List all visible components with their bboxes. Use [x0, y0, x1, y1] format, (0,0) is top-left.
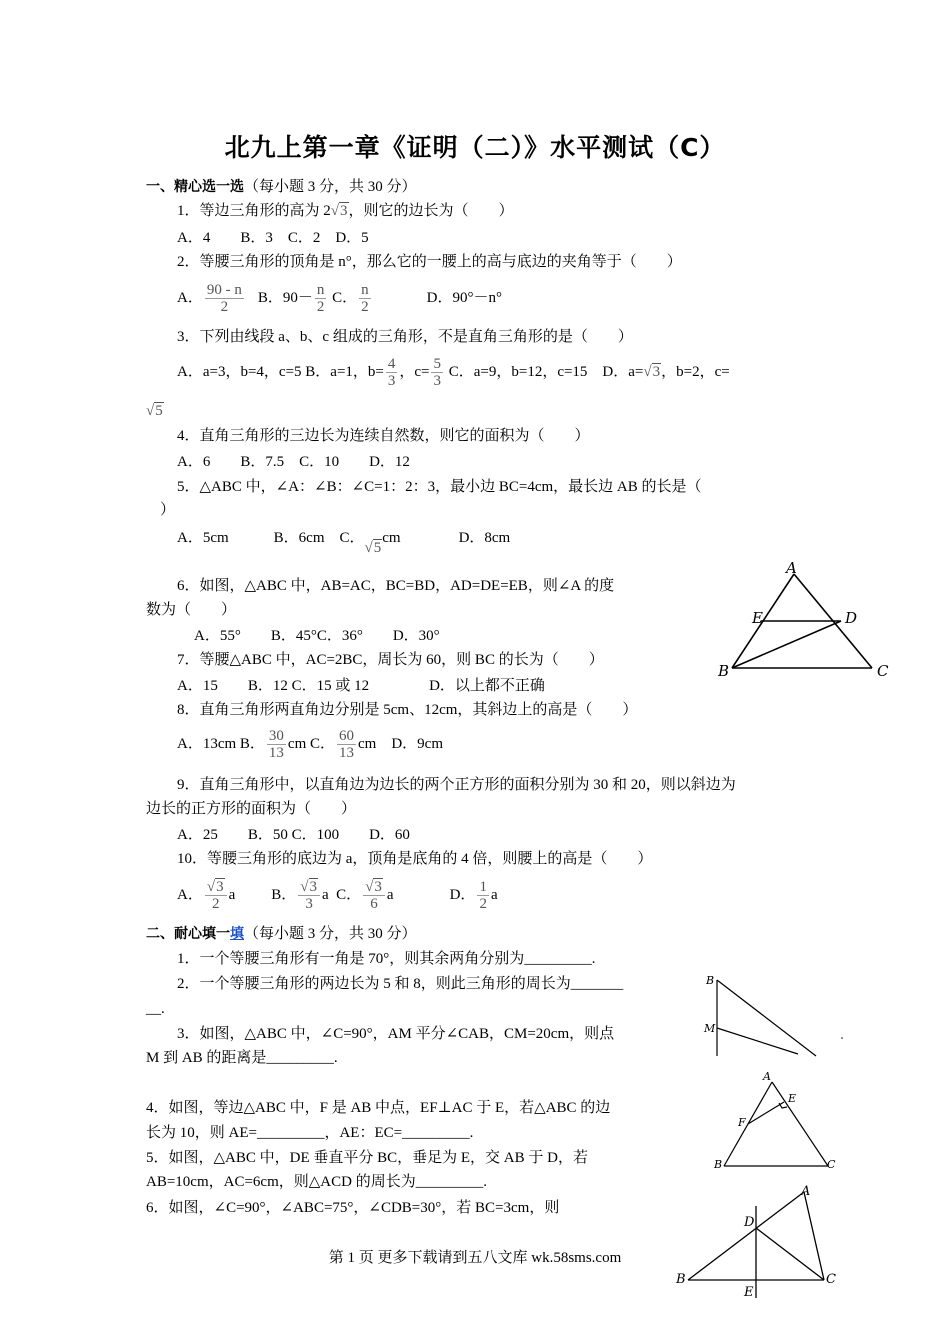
- q5-options: A．5cm B．6cm C．√5cm D．8cm: [177, 530, 511, 556]
- label-D: D: [845, 609, 858, 627]
- label-E: E: [744, 1285, 754, 1300]
- figure-f4-triangle: [708, 1068, 842, 1168]
- q5-stem: 5．△ABC 中，∠A：∠B：∠C=1：2：3，最小边 BC=4cm，最长边 AB 的长是（: [177, 479, 702, 495]
- section1-heading: 一、精心选一选（每小题 3 分，共 30 分）: [146, 179, 417, 195]
- f5-stem: 5．如图，△ABC 中，DE 垂直平分 BC，垂足为 E，交 AB 于 D，若: [146, 1150, 588, 1166]
- label-A: A: [763, 1070, 771, 1083]
- q2-stem: 2．等腰三角形的顶角是 n°，那么它的一腰上的高与底边的夹角等于（ ）: [177, 254, 682, 270]
- q10-options: A． $\frac{√3}{2}$ a B． $\frac{√3}{3}$ a C． $\frac{√3}{6}$ a D． $\frac{1}{2}$ a: [177, 879, 498, 913]
- label-M: M: [704, 1022, 716, 1035]
- figure-f5-triangle: [674, 1182, 850, 1300]
- f3-stem: 3．如图，△ABC 中，∠C=90°，AM 平分∠CAB，CM=20cm，则点: [177, 1026, 615, 1042]
- label-A: A: [801, 1184, 811, 1199]
- label-C: C: [827, 1158, 836, 1168]
- page-footer: 第 1 页 更多下载请到五八文库 wk.58sms.com: [328, 1250, 622, 1266]
- label-B: B: [714, 1158, 723, 1168]
- fill-link[interactable]: 填: [230, 926, 244, 942]
- label-B: B: [718, 662, 730, 680]
- q3-options-cont: √5: [146, 403, 163, 419]
- q1-options: A．4 B．3 C．2 D．5: [177, 230, 369, 246]
- q6-stem-cont: 数为（ ）: [146, 602, 237, 618]
- f1-stem: 1．一个等腰三角形有一角是 70°，则其余两角分别为_________.: [177, 951, 596, 967]
- label-E: E: [788, 1092, 797, 1105]
- q8-stem: 8．直角三角形两直角边分别是 5cm、12cm，其斜边上的高是（ ）: [177, 702, 638, 718]
- q10-stem: 10．等腰三角形的底边为 a，顶角是底角的 4 倍，则腰上的高是（ ）: [177, 851, 653, 867]
- label-C: C: [877, 662, 889, 680]
- q9-stem-cont: 边长的正方形的面积为（ ）: [146, 801, 357, 817]
- f3-stem-cont: M 到 AB 的距离是_________.: [146, 1050, 338, 1066]
- q8-options: A．13cm B． $\frac{30}{13}$ cm C． $\frac{60}{13}$ cm D．9cm: [177, 728, 443, 762]
- label-B: B: [676, 1272, 686, 1287]
- label-E: E: [752, 609, 763, 627]
- f6-stem: 6．如图，∠C=90°，∠ABC=75°，∠CDB=30°，若 BC=3cm，则: [146, 1200, 560, 1216]
- q4-stem: 4．直角三角形的三边长为连续自然数，则它的面积为（ ）: [177, 428, 590, 444]
- sqrt-symbol: √3: [330, 203, 348, 219]
- label-C: C: [826, 1272, 836, 1287]
- f5-stem-cont: AB=10cm，AC=6cm，则△ACD 的周长为_________.: [146, 1174, 487, 1190]
- label-B: B: [706, 974, 715, 987]
- q7-options: A．15 B．12 C．15 或 12 D．以上都不正确: [177, 678, 545, 694]
- f2-stem-cont: __.: [146, 1001, 165, 1017]
- section2-heading: 二、耐心填一填（每小题 3 分，共 30 分）: [146, 926, 417, 942]
- label-D: D: [744, 1215, 755, 1230]
- figure-q6-triangle: [712, 560, 896, 680]
- figure-f3-triangle: [700, 968, 850, 1060]
- f2-stem: 2．一个等腰三角形的两边长为 5 和 8，则此三角形的周长为_______: [177, 976, 624, 992]
- q6-stem: 6．如图，△ABC 中，AB=AC，BC=BD，AD=DE=EB，则∠A 的度: [177, 578, 615, 594]
- q5-stem-cont: ）: [160, 502, 176, 518]
- label-A: A: [786, 560, 797, 577]
- q9-options: A．25 B．50 C．100 D．60: [177, 827, 410, 843]
- q1-stem: 1．等边三角形的高为 2√3，则它的边长为（ ）: [177, 203, 514, 219]
- q4-options: A．6 B．7.5 C．10 D．12: [177, 454, 410, 470]
- q9-stem: 9．直角三角形中，以直角边为边长的两个正方形的面积分别为 30 和 20，则以斜边为: [177, 777, 736, 793]
- q6-options: A．55° B．45°C．36° D．30°: [194, 628, 440, 644]
- page-title: 北九上第一章《证明（二）》水平测试（C）: [224, 133, 726, 162]
- label-F: F: [738, 1116, 746, 1129]
- q2-options: A． $\frac{90 - n}{2}$ B．90－ $\frac{n}{2}$ C． $\frac{n}{2}$ D．90°－n°: [177, 282, 502, 316]
- q3-options: A．a=3，b=4，c=5 B．a=1，b= $\frac{4}{3}$ ，c= $\frac{5}{3}$ C．a=9，b=12，c=15 D．a=√3，b=2，c=: [177, 356, 730, 390]
- q7-stem: 7．等腰△ABC 中，AC=2BC，周长为 60，则 BC 的长为（ ）: [177, 652, 604, 668]
- q3-stem: 3．下列由线段 a、b、c 组成的三角形，不是直角三角形的是（ ）: [177, 329, 633, 345]
- f4-stem: 4．如图，等边△ABC 中，F 是 AB 中点，EF⊥AC 于 E，若△ABC 的边: [146, 1100, 611, 1116]
- f4-stem-cont: 长为 10，则 AE=_________，AE：EC=_________.: [146, 1125, 474, 1141]
